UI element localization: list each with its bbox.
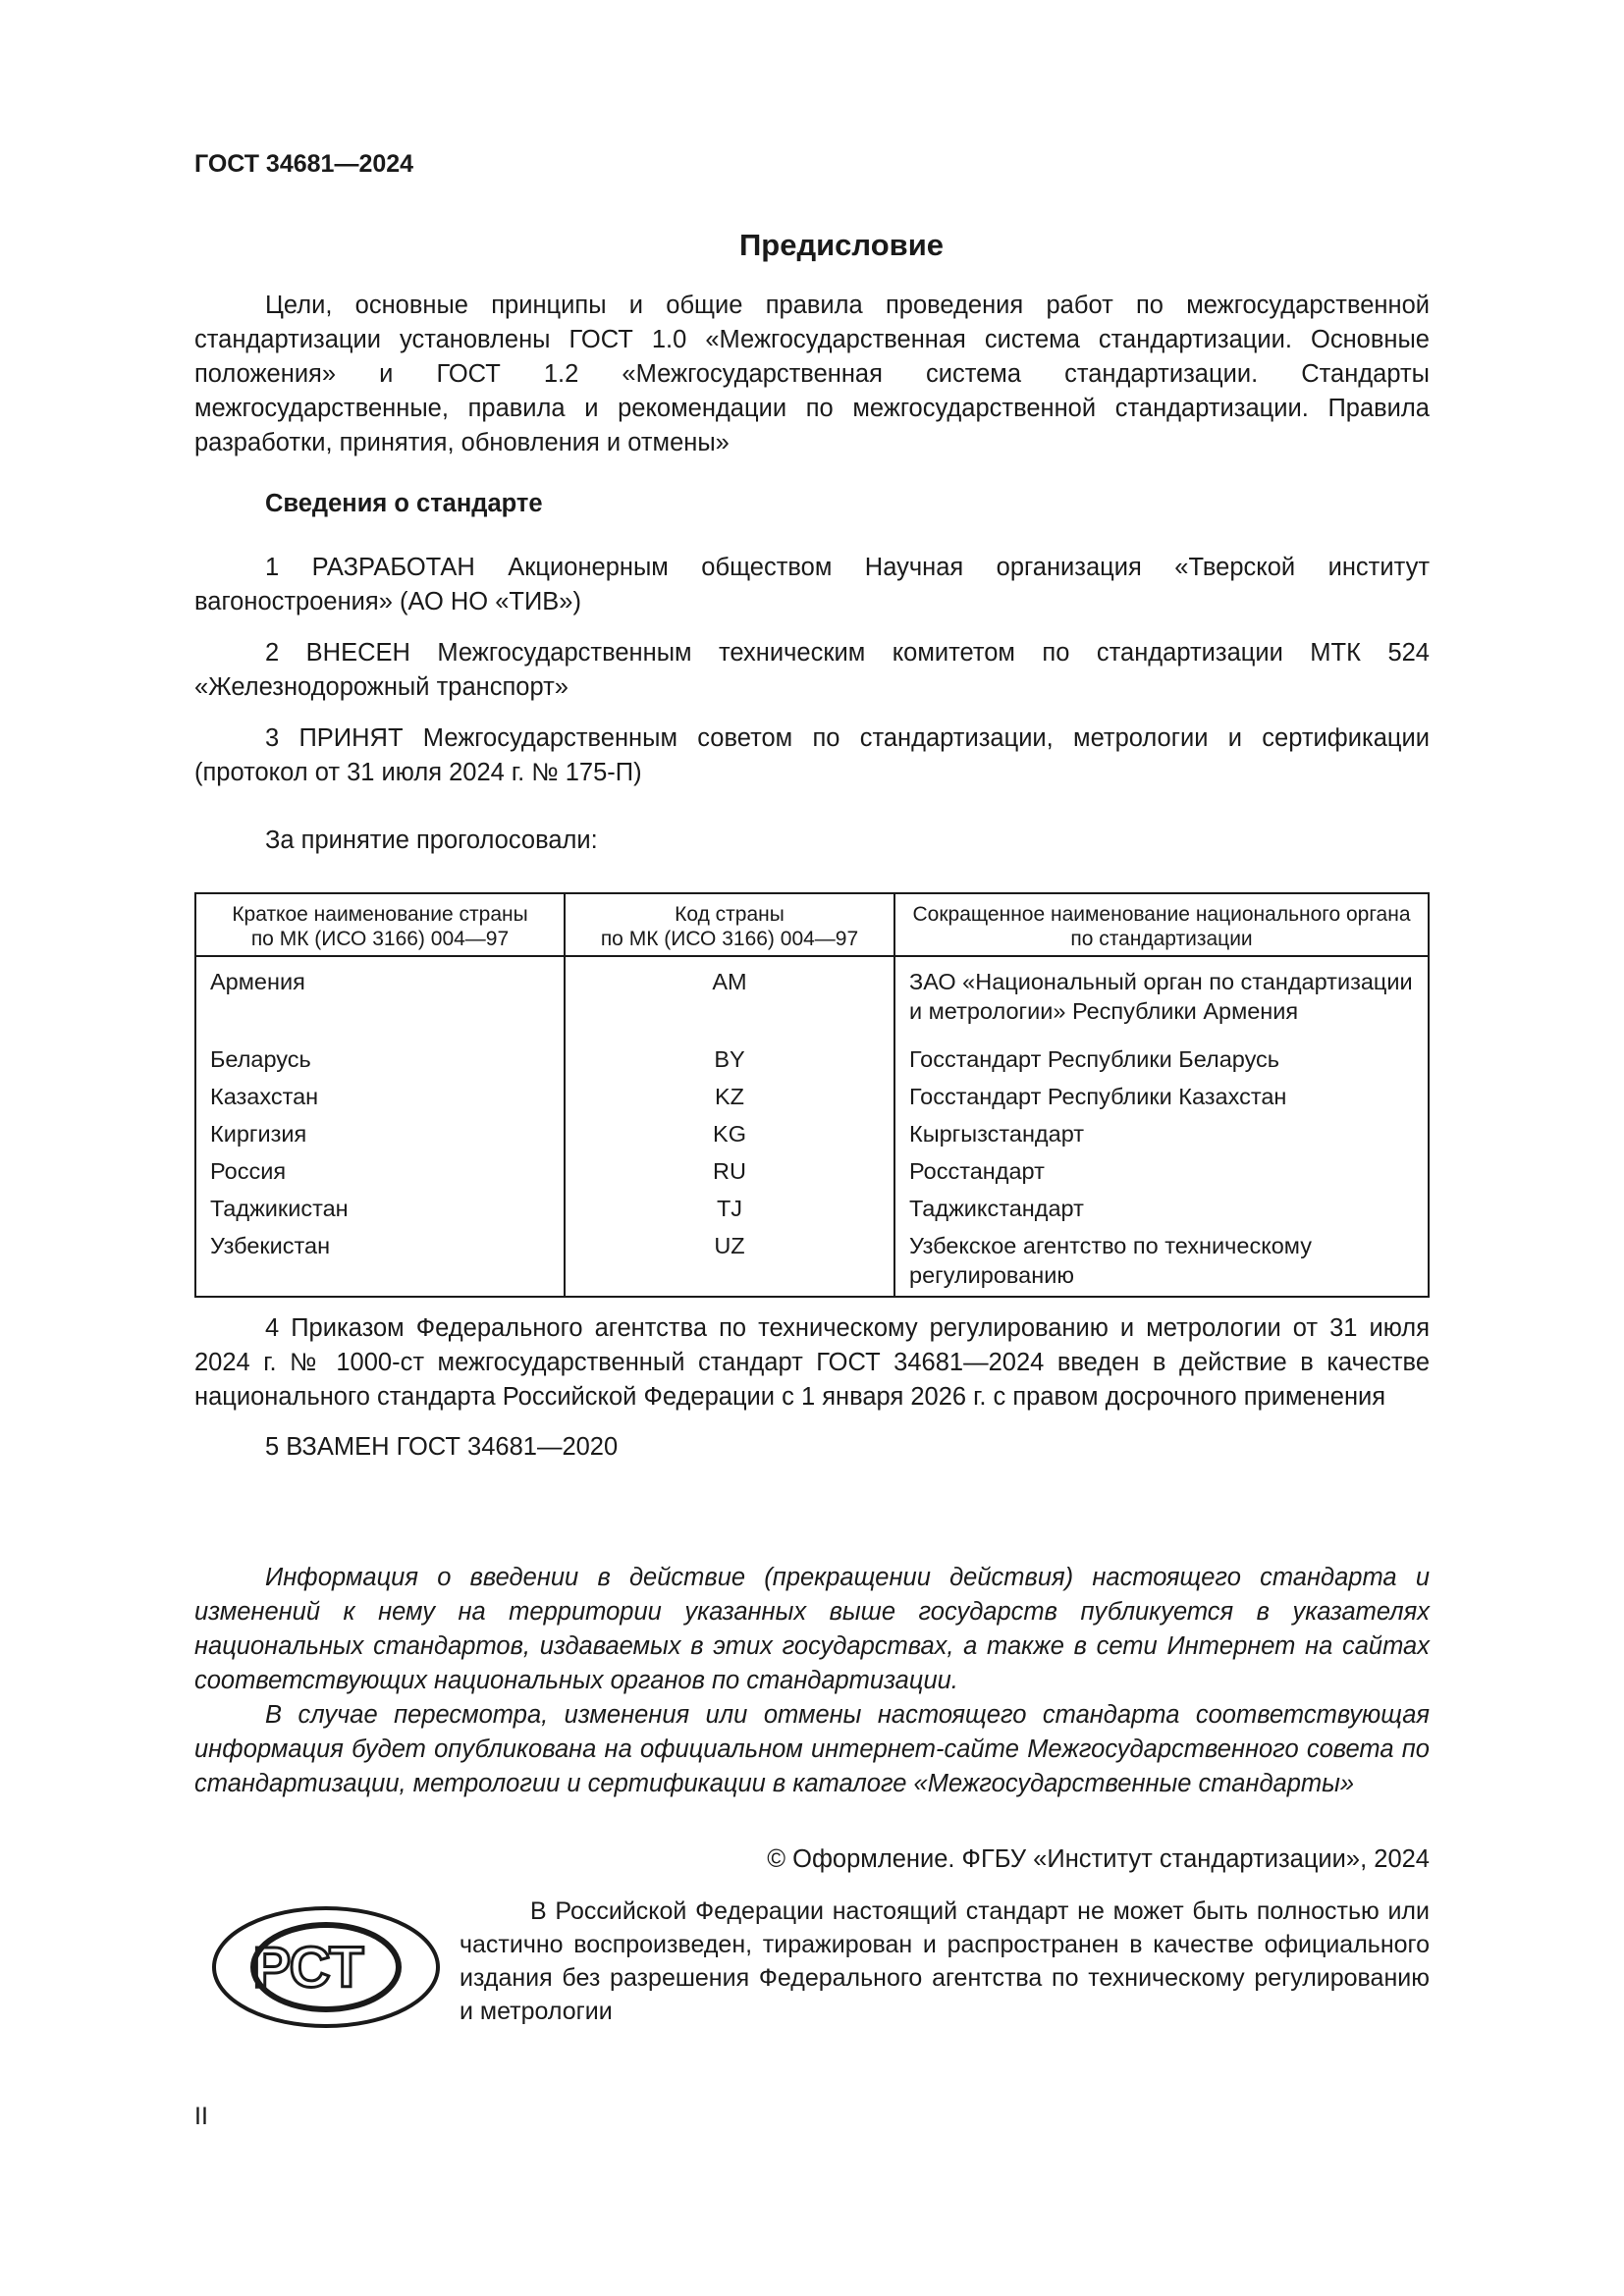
rf-reproduction-notice [460, 1895, 1430, 2028]
item-developed: 1 РАЗРАБОТАН Акционерным обществом Научная организация «Тверской институт вагоностроения» (АО НО «ТИВ») [194, 554, 1430, 615]
cell-country: Узбекистан [195, 1227, 565, 1297]
cell-national-body: Госстандарт Республики Казахстан [909, 1084, 1287, 1109]
cell-national-body: Росстандарт [909, 1158, 1045, 1184]
table-row [195, 1152, 1429, 1190]
note-paragraph-2: В случае пересмотра, изменения или отмены настоящего стандарта соответствующая информация будет опубликована на официальном интернет-сайте Межгосударственного совета по стандартизации, метрологии и сертификации в каталоге «Межгосударственные стандарты» [194, 1701, 1430, 1797]
cell-country: Киргизия [195, 1115, 565, 1152]
table-row [195, 956, 1429, 1030]
cell-national-body: Кыргызстандарт [909, 1121, 1085, 1147]
cell-code: UZ [565, 1227, 894, 1297]
information-notes [194, 1561, 1430, 1801]
cell-code: TJ [565, 1190, 894, 1227]
header-body-line2: по стандартизации [1070, 928, 1253, 950]
cell-national-body: Таджикстандарт [909, 1196, 1084, 1221]
cell-code: KG [565, 1115, 894, 1152]
rst-certification-mark-icon [210, 1904, 442, 2030]
cell-code: BY [565, 1030, 894, 1078]
header-country-line2: по МК (ИСО 3166) 004—97 [250, 928, 510, 950]
header-code-line2: по МК (ИСО 3166) 004—97 [600, 928, 859, 950]
post-table-block [194, 1311, 1430, 1415]
document-code: ГОСТ 34681—2024 [194, 150, 414, 178]
rf-notice-text: В Российской Федерации настоящий стандарт не может быть полностью или частично воспроизведен, тиражирован и распространен в качестве официального издания без разрешения Федерального агентства по техническому регулированию и метрологии [460, 1897, 1430, 2025]
header-body-line1: Сокращенное наименование национального органа [912, 903, 1411, 926]
table-row [195, 1030, 1429, 1078]
cell-national-body: ЗАО «Национальный орган по стандартизации и метрологии» Республики Армения [909, 969, 1413, 1024]
section-heading: Сведения о стандарте [265, 490, 543, 517]
cell-national-body: Узбекское агентство по техническому регулированию [909, 1233, 1312, 1288]
cell-national-body: Госстандарт Республики Беларусь [909, 1046, 1280, 1072]
cell-country: Армения [195, 956, 565, 1030]
voted-label: За принятие проголосовали: [265, 827, 598, 854]
bottom-block [194, 1895, 1430, 2042]
item-replaces: 5 ВЗАМЕН ГОСТ 34681—2020 [265, 1433, 619, 1461]
logo-letters: РСТ [252, 1936, 364, 2000]
item-order: 4 Приказом Федерального агентства по техническому регулированию и метрологии от 31 июля 2024 г. № 1000-ст межгосударственный стандарт ГОСТ 34681—2024 введен в действие в качестве национального стандарта Российской Федерации с 1 января 2026 г. с правом досрочного применения [194, 1314, 1430, 1411]
table-row [195, 1078, 1429, 1115]
header-national-body [894, 893, 1429, 956]
item-adopted: 3 ПРИНЯТ Межгосударственным советом по стандартизации, метрологии и сертификации (протокол от 31 июля 2024 г. № 175-П) [194, 724, 1430, 786]
header-code [565, 893, 894, 956]
note-paragraph-1: Информация о введении в действие (прекращении действия) настоящего стандарта и изменений к нему на территории указанных выше государств публикуется в указателях национальных стандартов, издаваемых в этих государствах, а также в сети Интернет на сайтах соответствующих национальных органов по стандартизации. [194, 1564, 1430, 1694]
header-country [195, 893, 565, 956]
table-row [195, 1190, 1429, 1227]
intro-paragraph: Цели, основные принципы и общие правила проведения работ по межгосударственной стандартизации установлены ГОСТ 1.0 «Межгосударственная система стандартизации. Основные положения» и ГОСТ 1.2 «Межгосударственная система стандартизации. Стандарты межгосударственные, правила и рекомендации по межгосударственной стандартизации. Правила разработки, принятия, обновления и отмены» [194, 292, 1430, 456]
table-row [195, 1227, 1429, 1297]
page-title: Предисловие [738, 228, 944, 262]
table-header-row [195, 893, 1429, 956]
table-row [195, 1115, 1429, 1152]
cell-code: RU [565, 1152, 894, 1190]
cell-country: Россия [195, 1152, 565, 1190]
page-number: II [194, 2103, 208, 2130]
cell-country: Таджикистан [195, 1190, 565, 1227]
header-country-line1: Краткое наименование страны [232, 903, 528, 926]
cell-country: Казахстан [195, 1078, 565, 1115]
copyright-line: © Оформление. ФГБУ «Институт стандартизации», 2024 [767, 1845, 1430, 1873]
item-submitted: 2 ВНЕСЕН Межгосударственным техническим комитетом по стандартизации МТК 524 «Железнодорожный транспорт» [194, 639, 1430, 701]
cell-country: Беларусь [195, 1030, 565, 1078]
header-code-line1: Код страны [675, 903, 785, 926]
page-content [194, 226, 1430, 2042]
member-states-table [194, 892, 1430, 1298]
cell-code: AM [565, 956, 894, 1030]
cell-code: KZ [565, 1078, 894, 1115]
